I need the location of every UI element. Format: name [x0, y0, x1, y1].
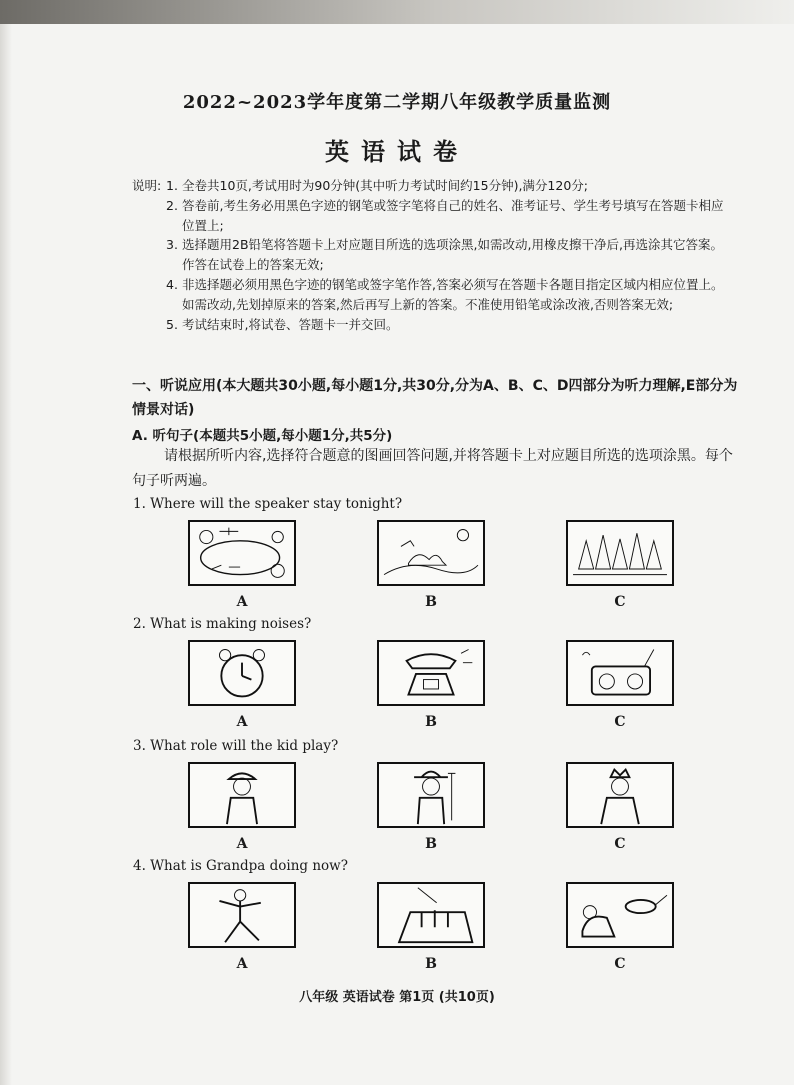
- note-item: [166, 315, 732, 335]
- chess-icon: [377, 882, 485, 948]
- part-heading: A. 听句子(本题共5小题,每小题1分,共5分): [132, 428, 393, 444]
- telephone-icon: [377, 640, 485, 706]
- option-label: B: [425, 594, 437, 610]
- note-number: 2.: [166, 197, 178, 213]
- subject-title: 英语试卷: [325, 137, 469, 166]
- question-2: 2. What is making noises?: [133, 616, 312, 632]
- desert-camel-icon: [377, 520, 485, 586]
- note-item: [166, 275, 732, 315]
- option-label: A: [236, 714, 248, 730]
- exam-title: 2022~2023学年度第二学期八年级教学质量监测: [182, 92, 612, 113]
- question-4: 4. What is Grandpa doing now?: [133, 858, 348, 874]
- part-instruction: 请根据所听内容,选择符合题意的图画回答问题,并将答题卡上对应题目所选的选项涂黑。每个句子听两遍。: [132, 448, 733, 489]
- photo-left-edge: [0, 24, 12, 1085]
- option-label: A: [236, 956, 248, 972]
- question-1: 1. Where will the speaker stay tonight?: [133, 496, 403, 512]
- photo-top-edge: [0, 0, 794, 24]
- notes-list: [132, 176, 732, 334]
- king-icon: [566, 762, 674, 828]
- feeding-dog-icon: [566, 882, 674, 948]
- note-item: [166, 235, 732, 275]
- section-heading: 一、听说应用(本大题共30小题,每小题1分,共30分,分为A、B、C、D四部分为听力理解,E部分为情景对话): [132, 378, 738, 418]
- builder-icon: [188, 762, 296, 828]
- note-text: 全卷共10页,考试用时为90分钟(其中听力考试时间约15分钟),满分120分;: [182, 178, 588, 193]
- option-label: C: [614, 836, 626, 852]
- note-number: 1.: [166, 178, 178, 193]
- note-item: [166, 196, 732, 236]
- note-number: 4.: [166, 276, 178, 292]
- note-number: 3.: [166, 237, 178, 253]
- notes-label: 说明:: [132, 178, 162, 193]
- lake-park-icon: [188, 520, 296, 586]
- question-3: 3. What role will the kid play?: [133, 738, 339, 754]
- note-text: 选择题用2B铅笔将答题卡上对应题目所选的选项涂黑,如需改动,用橡皮擦干净后,再选涂其它答案。作答在试卷上的答案无效;: [182, 237, 723, 273]
- option-label: C: [614, 594, 626, 610]
- option-label: B: [425, 714, 437, 730]
- note-text: 非选择题必须用黑色字迹的钢笔或签字笔作答,答案必须写在答题卡各题目指定区域内相应位置上。如需改动,先划掉原来的答案,然后再写上新的答案。不准使用铅笔或涂改液,否则答案无效;: [182, 276, 724, 312]
- farmer-icon: [377, 762, 485, 828]
- note-text: 考试结束时,将试卷、答题卡一并交回。: [182, 316, 399, 332]
- option-label: B: [425, 956, 437, 972]
- note-text: 答卷前,考生务必用黑色字迹的钢笔或签字笔将自己的姓名、准考证号、学生考号填写在答题卡相应位置上;: [182, 197, 724, 233]
- note-number: 5.: [166, 316, 178, 332]
- option-label: A: [236, 594, 248, 610]
- radio-icon: [566, 640, 674, 706]
- alarm-clock-icon: [188, 640, 296, 706]
- exam-notes: [132, 176, 732, 334]
- option-label: C: [614, 956, 626, 972]
- page-footer: 八年级 英语试卷 第1页 (共10页): [299, 990, 495, 1005]
- forest-icon: [566, 520, 674, 586]
- option-label: B: [425, 836, 437, 852]
- option-label: A: [236, 836, 248, 852]
- option-label: C: [614, 714, 626, 730]
- taichi-icon: [188, 882, 296, 948]
- note-item: [166, 176, 732, 196]
